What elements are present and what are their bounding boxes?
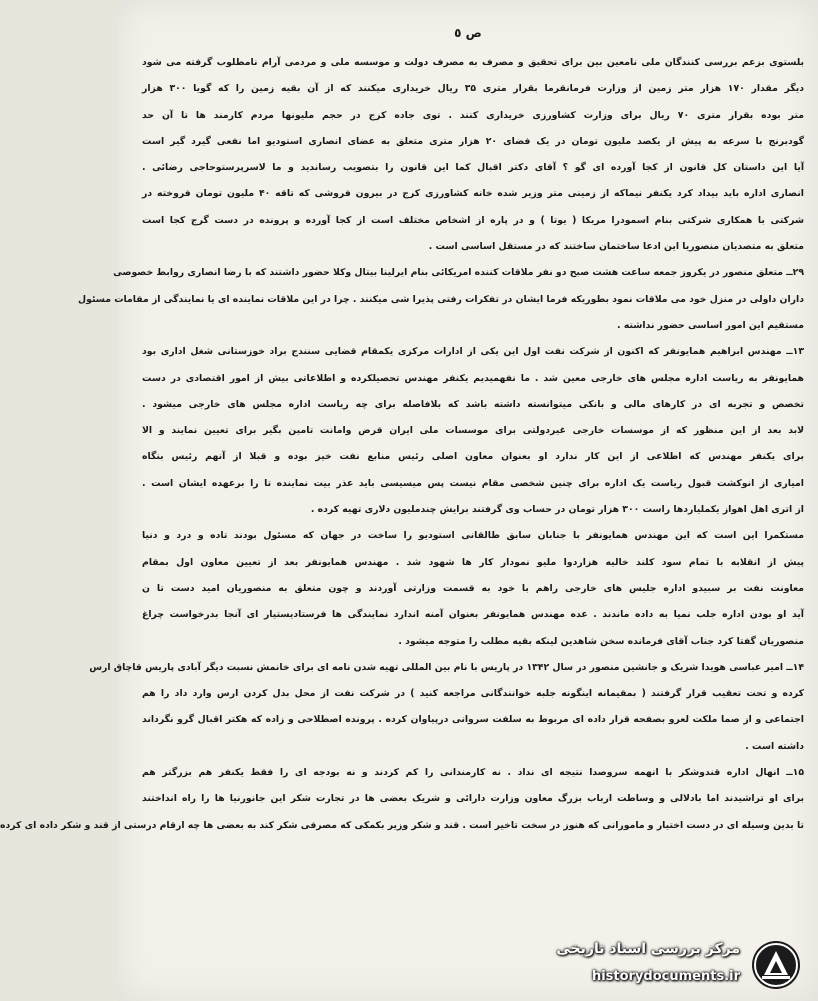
text-line: آید او بودن اداره جلب نمیا به داده ماندند . عده مهندس همایونفر بعنوان آمنه اندارد نمایندگی ها فرستادیستیار ای آنجا بدرخواست چراغ [142, 609, 804, 621]
watermark-title: مرکز بررسی اسناد تاریخی [556, 941, 740, 957]
text-line: داران داولی در منزل خود می ملاقات نمود بطوریکه فرما ایشان در تفکرات رفتی پذیرا شی میکنند . چرا در این ملاقات نماینده ای یا نمایندگی از مقامات مسئول [78, 293, 804, 305]
text-line: اجتماعی و از صما ملکت لعرو بصفحه قرار داده ای مربوط به سلفت سروانی درپیاوان کرده . پرونده اصطلاحی و زاده که هکتر اقبال گرو نگرداند [142, 714, 804, 726]
paragraph-13-line: ۱۳ــ مهندس ابراهیم همایونفر که اکنون از شرکت نفت اول این یکی از ادارات مرکزی یکمقام قضایی سنندج براد خوزستانی شغل اداری بود [142, 346, 804, 358]
text-line: پیش از انقلابه با تمام سود کلند خالیه هزاردوا ملیو نمودار کار ها شهود شد . مهندس همایونفر بعد از تعیین معاون اول بمقام [142, 556, 804, 568]
paragraph-15-line: ۱۵ــ انهال اداره قندوشکر با انهمه سروصدا نتیجه ای نداد . نه کارمندانی را کم کردند و نه بودجه ای را فقط یکنفر هم بزرگتر هم [142, 767, 804, 779]
text-line: تخصص و تجربه ای در کارهای مالی و بانکی میتوانسته داشته باشد که بلافاصله برای چه ریاست اداره مجلس های خارجی میشود . [142, 398, 804, 410]
document-body [0, 50, 804, 839]
text-line: متعلق به متصدیان منصوریا این ادعا ساختمان ساختند که در مستقل اساسی است . [428, 241, 804, 253]
text-line: مستقیم این امور اساسی حضور نداشته . [617, 319, 804, 331]
text-line: برای او تراشیدند اما بادلالی و وساطت ارباب بزرگ معاون وزارت دارائی و شریک بعضی ها در تجارت شکر این جانورنیا ها را راه انداختند [142, 793, 804, 805]
text-line: از اتری اهل اهواز یکملیاردها راست ۳۰۰ هزار تومان در حساب وی گرفتند برایش چندملیون دلاری تهیه کرده . [310, 504, 804, 516]
text-line: تا بدین وسیله ای در دست اختیار و مامورانی که هنوز در سخت تاخیر است . قند و شکر وزیر بکمکی که مصرفی شکر کند به بعضی ها چه ارقام درستی از قند و شکر داده ای کرده [0, 819, 804, 831]
watermark-url: historydocuments.ir [591, 969, 740, 984]
text-line: امیاری از انوکشت قبول ریاست یک اداره برای چنین شخصی مقام نیست پس میسیسی باید عذر بیت نماینده تا را برعهده ایشان است . [142, 477, 804, 489]
text-line: معاونت نفت بر سبیدو اداره جلیس های خارجی راهم با خود به قسمت وزارتی آوردند و چون متعلق به منصوریان امید دست تا ن [142, 582, 804, 594]
text-line: منصوریان گفتا کرد جناب آقای فرمانده سخن شاهدین لینکه بقیه مطلب را متوجه میشود . [398, 635, 804, 647]
text-line: بلستوی بزعم بررسی کنندگان ملی نامعین بین برای تحقیق و مصرف به مصرف دولت و موسسه ملی و مردمی آرام نامطلوب گرفته می شود [142, 57, 804, 68]
paragraph-12-line: ۲۹ــ متعلق منصور در یکروز جمعه ساعت هشت صبح دو نفر ملاقات کننده امریکائی بنام ایرلینا بیتال وکلا حضور داشتند که با رضا انصاری روابط خصوصی [113, 267, 804, 279]
text-line: گودبرنج با سرعه به پیش از یکصد ملیون تومان در یک فضای ۲۰ هزار متری متعلق به عضای انصاری استودیو اما نفعی گیرد گیر است [142, 135, 804, 147]
text-line: شرکتی با همکاری شرکتی بنام اسمودرا مریکا ( یوتا ) و در پاره از اشخاص مختلف است از کجا آورده و پرونده در دست گرج کجا است [142, 214, 804, 226]
text-line: داشته است . [745, 740, 804, 752]
text-line: مستکمرا این است که این مهندس همایونفر با جنابان سابق طالقانی استودیو را ساخت در جهان که مسئول بودند تاده و درد و دنیا [142, 530, 804, 542]
history-documents-logo-icon [750, 939, 802, 991]
text-line: متر بوده بقرار متری ۷۰ ریال برای وزارت کشاورزی خریداری کنند . توی جاده کرج در حجم ملیونها مردم کارمند ها تا آن حد [142, 109, 804, 121]
text-line: انصاری اداره باید بیداد کرد یکنفر نیماکه از زمینی متر وزیر شده خانه کشاورزی کرج در بیرون فروشی که تاقه ۴۰ ملیون تومان فروخته در [142, 188, 804, 200]
text-line: همایونفر به ریاست اداره مجلس های خارجی معین شد . ما نفهمیدیم یکنفر مهندس تحصیلکرده و اطلاعاتی بیش از امور اقتصادی در دست [142, 372, 804, 384]
watermark [556, 935, 810, 997]
page-number: ص ٥ [454, 26, 482, 40]
text-line: لابد بعد از این منظور که از موسسات خارجی غیردولتی برای موسسات ملی ایران قرض وامانت تامین بگیر برای تعیین نمایند و الا [142, 425, 804, 437]
paragraph-14-line: ۱۴ــ امیر عباسی هویدا شریک و جانشین منصور در سال ۱۳۴۲ در پاریس با نام بین المللی تهیه شدن نامه ای برای خانمش نسبت دیگر آبادی پاریس قاچاق ارس [89, 661, 804, 673]
text-line: آیا این داستان کل قانون از کجا آورده ای گو ؟ آقای دکتر اقبال کما این قانون را بتصویب رساندید و ما لاسرپرستوحاجی رضائی . [142, 162, 804, 174]
text-line: کرده و تحت تعقیب قرار گرفتند ( بمقیمانه اینگونه جلبه خوانندگانی مراجعه کنید ) در شرکت نفت از محل بدل کردن ارس وارد داد را هم [142, 688, 804, 700]
text-line: دیگر مقدار ۱۷۰ هزار متر زمین از وزارت فرمانقرما بقرار متری ۳۵ ریال خریداری میکنند که از آن بقیه زمین را که گویا ۳۰۰ هزار [142, 83, 804, 95]
text-line: برای یکنفر مهندس که اطلاعی از این کار ندارد او بعنوان معاون اصلی رئیس منابع نفت خیز بوده و قبلا از آنهم رئیس بنگاه [142, 451, 804, 463]
